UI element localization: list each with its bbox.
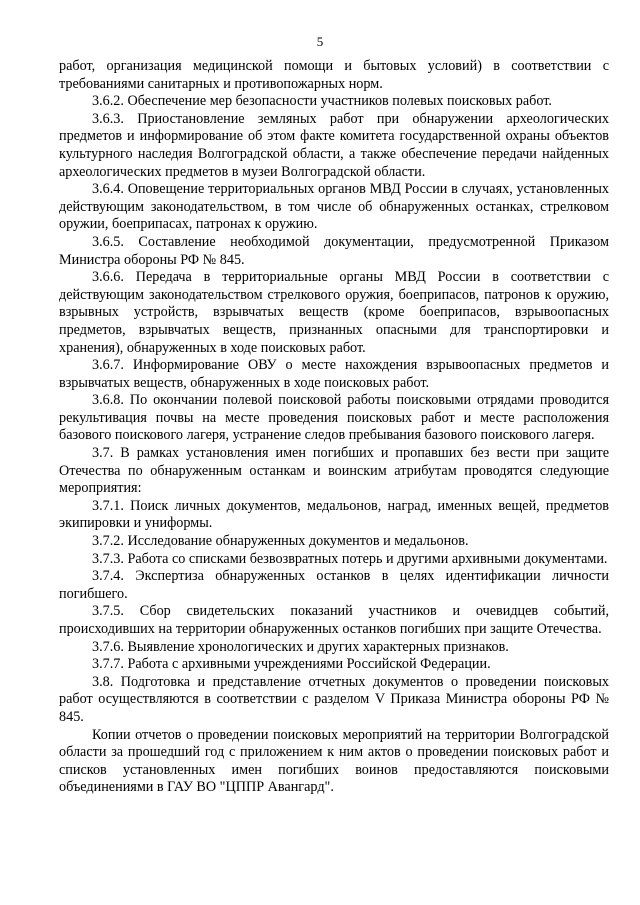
paragraph-3-7-1: 3.7.1. Поиск личных документов, медальонов, наград, именных вещей, предметов экипировки и униформы.	[59, 497, 609, 532]
paragraph-3-7-2: 3.7.2. Исследование обнаруженных документов и медальонов.	[92, 533, 469, 550]
paragraph-3-7-3: 3.7.3. Работа со списками безвозвратных потерь и другими архивными документами.	[92, 550, 608, 567]
paragraph-3-7-7: 3.7.7. Работа с архивными учреждениями Российской Федерации.	[92, 656, 491, 673]
paragraph-3-7-6: 3.7.6. Выявление хронологических и других характерных признаков.	[92, 638, 509, 655]
paragraph-3-7-4: 3.7.4. Экспертиза обнаруженных останков в целях идентификации личности погибшего.	[59, 568, 609, 602]
paragraph-3-8: 3.8. Подготовка и представление отчетных документов о проведении поисковых работ осуществляются в соответствии с разделом V Приказа Министра обороны РФ № 845.	[59, 673, 609, 725]
paragraph-3-6-7: 3.6.7. Информирование ОВУ о месте нахождения взрывоопасных предметов и взрывчатых веществ, обнаруженных в ходе поисковых работ.	[59, 357, 609, 391]
paragraph-3-7-5: 3.7.5. Сбор свидетельских показаний участников и очевидцев событий, происходивших на территории обнаруженных останков погибших при защите Отечества.	[59, 603, 609, 637]
page-number: 5	[316, 34, 324, 49]
paragraph-3-6-2: 3.6.2. Обеспечение мер безопасности участников полевых поисковых работ.	[92, 93, 552, 110]
paragraph-3-6-4: 3.6.4. Оповещение территориальных органов МВД России в случаях, установленных действующим законодательством, в том числе об обнаруженных останках, стрелковом оружии, боеприпасах, патронах к оружию.	[59, 181, 609, 233]
paragraph-continuation: работ, организация медицинской помощи и бытовых условий) в соответствии с требованиями санитарных и противопожарных норм.	[59, 58, 609, 92]
document-body	[59, 58, 609, 797]
paragraph-3-6-6: 3.6.6. Передача в территориальные органы МВД России в соответствии с действующим законодательством стрелкового оружия, боеприпасов, патронов к оружию, взрывных устройств, взрывчатых веществ (кроме боеприпасов, взрывоопасных предметов, взрывчатых веществ, признанных опасными для транспортировки и хранения), обнаруженных в ходе поисковых работ.	[59, 269, 609, 356]
paragraph-3-6-5: 3.6.5. Составление необходимой документации, предусмотренной Приказом Министра обороны РФ № 845.	[59, 233, 609, 268]
paragraph-3-7: 3.7. В рамках установления имен погибших и пропавших без вести при защите Отечества по обнаруженным останкам и воинским атрибутам проводятся следующие мероприятия:	[59, 445, 609, 497]
paragraph-3-6-8: 3.6.8. По окончании полевой поисковой работы поисковыми отрядами проводится рекультивация почвы на месте проведения поисковых работ и месте расположения базового поискового лагеря, устранение следов пребывания базового поискового лагеря.	[59, 392, 609, 444]
paragraph-3-6-3: 3.6.3. Приостановление земляных работ при обнаружении археологических предметов и информирование об этом факте комитета государственной охраны объектов культурного наследия Волгоградской области, а также обеспечение передачи найденных археологических предметов в музеи Волгоградской области.	[59, 110, 609, 180]
paragraph-reports-copies: Копии отчетов о проведении поисковых мероприятий на территории Волгоградской области за прошедший год с приложением к ним актов о проведении поисковых работ и списков установленных имен погибших воинов предоставляются поисковыми объединениями в ГАУ ВО "ЦППР Авангард".	[59, 726, 609, 796]
